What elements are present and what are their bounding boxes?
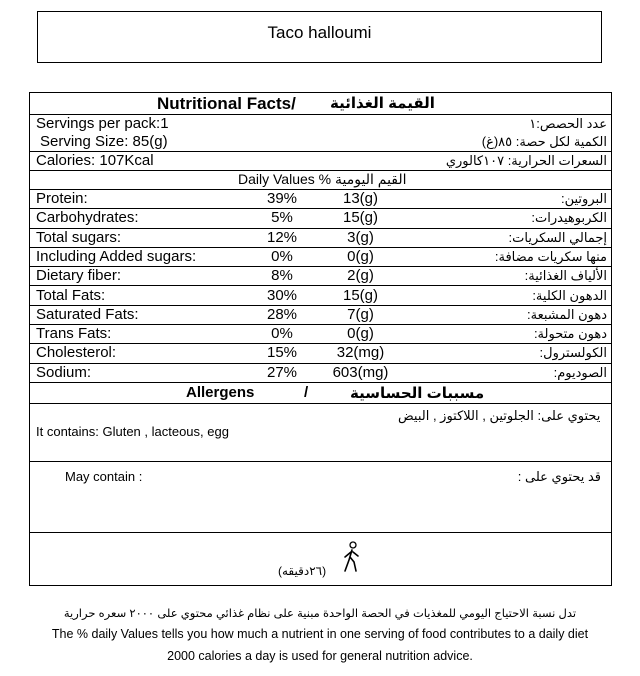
nutrient-row bbox=[30, 344, 611, 363]
nutrient-daily-percent: 5% bbox=[271, 209, 293, 227]
nutrient-row bbox=[30, 325, 611, 344]
nutrient-amount: 0(g) bbox=[347, 247, 374, 265]
nutrient-name-ar: الصوديوم: bbox=[553, 364, 607, 380]
nutrient-row bbox=[30, 306, 611, 325]
daily-values-label: Daily Values % القيم اليومية bbox=[238, 171, 407, 187]
allergens-title-ar: مسببات الحساسية bbox=[350, 385, 485, 402]
nutrient-name-en: Protein: bbox=[36, 190, 88, 207]
nutrient-daily-percent: 28% bbox=[266, 305, 298, 323]
servings-per-pack-row bbox=[30, 115, 611, 133]
allergens-header bbox=[30, 383, 611, 404]
header-en: Nutritional Facts/ bbox=[157, 94, 296, 113]
allergens-title-en: Allergens bbox=[186, 384, 255, 401]
nutrient-daily-percent: 39% bbox=[266, 190, 298, 207]
nutrient-row bbox=[30, 267, 611, 286]
contains-en: It contains: Gluten , lacteous, egg bbox=[36, 424, 229, 439]
nutrient-amount: 7(g) bbox=[347, 305, 374, 323]
nutrient-amount: 2(g) bbox=[347, 267, 374, 285]
may-contain-box bbox=[30, 462, 611, 533]
nutrient-row bbox=[30, 248, 611, 267]
nutrient-daily-percent: 0% bbox=[271, 325, 293, 343]
nutrient-name-en: Sodium: bbox=[36, 363, 92, 381]
nutrient-name-ar: دهون المشبعة: bbox=[527, 306, 607, 322]
nutrient-name-ar: الدهون الكلية: bbox=[532, 287, 607, 303]
footer-en-line2: 2000 calories a day is used for general nutrition advice. bbox=[167, 649, 473, 663]
nutrition-table bbox=[29, 92, 612, 586]
header-ar: القيمة الغذائية bbox=[330, 95, 435, 112]
nutrient-row bbox=[30, 190, 611, 209]
product-title-box bbox=[37, 11, 602, 63]
nutrient-row bbox=[30, 287, 611, 306]
footer-ar: تدل نسبة الاحتياج اليومي للمغذيات في الحصة الواحدة مبنية على نظام غذائي محتوي على ٢٠٠٠ سعره حرارية bbox=[63, 608, 577, 620]
nutrient-name-ar: الكولسترول: bbox=[539, 345, 607, 361]
nutrient-amount: 15(g) bbox=[342, 209, 379, 227]
activity-box bbox=[30, 533, 611, 585]
serving-size-row bbox=[30, 133, 611, 152]
nutrient-name-en: Saturated Fats: bbox=[36, 305, 139, 323]
nutrient-name-en: Trans Fats: bbox=[36, 325, 112, 343]
nutrition-header bbox=[30, 93, 611, 115]
nutrient-amount: 32(mg) bbox=[336, 344, 385, 362]
allergens-slash: / bbox=[304, 384, 309, 401]
nutrient-row bbox=[30, 229, 611, 248]
calories-row bbox=[30, 152, 611, 171]
nutrient-row bbox=[30, 209, 611, 228]
servings-per-pack-en: Servings per pack:1 bbox=[36, 115, 169, 132]
nutrient-daily-percent: 8% bbox=[271, 267, 293, 285]
nutrient-daily-percent: 12% bbox=[266, 228, 298, 246]
calories-en: Calories: 107Kcal bbox=[36, 152, 154, 169]
nutrient-daily-percent: 27% bbox=[266, 363, 298, 381]
nutrient-name-ar: الكربوهيدرات: bbox=[531, 210, 607, 226]
nutrient-row bbox=[30, 364, 611, 383]
product-title: Taco halloumi bbox=[267, 23, 372, 42]
may-contain-ar: قد يحتوي على : bbox=[517, 469, 601, 484]
nutrient-daily-percent: 0% bbox=[271, 247, 293, 265]
footer-en-line1: The % daily Values tells you how much a nutrient in one serving of food contributes to a daily diet bbox=[51, 627, 589, 641]
nutrient-name-en: Dietary fiber: bbox=[36, 267, 122, 285]
nutrient-name-ar: منها سكريات مضافة: bbox=[494, 248, 607, 264]
serving-size-ar: الكمية لكل حصة: ٨٥(غ) bbox=[481, 134, 607, 149]
calories-ar: السعرات الحرارية: ١٠٧كالوري bbox=[445, 153, 607, 168]
serving-size-en: Serving Size: 85(g) bbox=[40, 133, 168, 150]
nutrient-daily-percent: 30% bbox=[266, 286, 298, 304]
daily-values-row bbox=[30, 171, 611, 190]
nutrient-name-en: Including Added sugars: bbox=[36, 247, 197, 265]
contains-box bbox=[30, 404, 611, 462]
nutrient-amount: 603(mg) bbox=[332, 363, 389, 381]
activity-duration: (٢٦دقيقه) bbox=[278, 564, 327, 578]
nutrient-name-ar: الألياف الغذائية: bbox=[524, 268, 607, 284]
servings-per-pack-ar: عدد الحصص:١ bbox=[529, 116, 607, 131]
nutrient-name-en: Carbohydrates: bbox=[36, 209, 139, 227]
nutrient-name-ar: إجمالي السكريات: bbox=[508, 229, 607, 245]
nutrient-name-ar: دهون متحولة: bbox=[533, 326, 607, 342]
nutrient-name-en: Cholesterol: bbox=[36, 344, 117, 362]
nutrient-name-ar: البروتين: bbox=[561, 191, 607, 206]
nutrient-amount: 3(g) bbox=[347, 228, 374, 246]
nutrient-daily-percent: 15% bbox=[266, 344, 298, 362]
walking-person-icon bbox=[340, 541, 364, 573]
nutrient-name-en: Total Fats: bbox=[36, 286, 106, 304]
nutrient-amount: 13(g) bbox=[342, 190, 379, 207]
contains-ar: يحتوي على: الجلوتين , اللاكتوز , البيض bbox=[398, 408, 601, 423]
nutrient-name-en: Total sugars: bbox=[36, 228, 122, 246]
nutrient-amount: 15(g) bbox=[342, 286, 379, 304]
nutrient-amount: 0(g) bbox=[347, 325, 374, 343]
may-contain-en: May contain : bbox=[65, 469, 143, 484]
